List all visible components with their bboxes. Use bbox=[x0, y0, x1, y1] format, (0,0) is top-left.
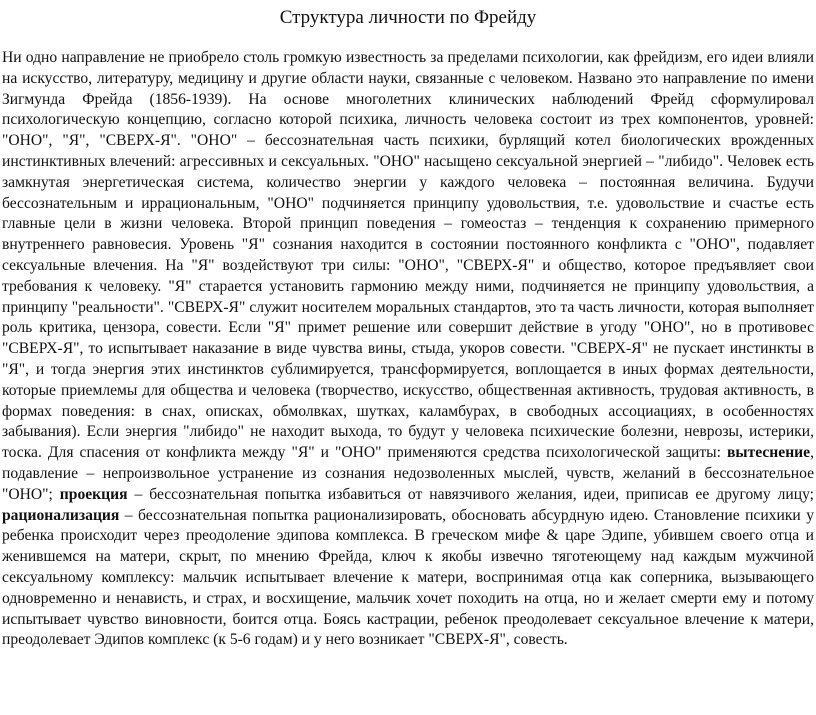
text-segment-conclusion: – бессознательная попытка рационализировать, обосновать абсурдную идею. Становление психики у ребенка происходит через преодоление эдипова комплекса. В греческом мифе & царе Эдипе, убившем своего отца и женившемся на матери, скрыт, по мнению Фрейда, ключ к якобы извечно тяготеющему над каждым мужчиной сексуальному комплексу: мальчик испытывает влечение к матери, воспринимая отца как соперника, вызывающего одновременно и ненависть, и страх, и восхищение, мальчик хочет походить на отца, но и желает смерти ему и потому испытывает чувство виновности, боится отца. Боясь кастрации, ребенок преодолевает сексуальное влечение к матери, преодолевает Эдипов комплекс (к 5-6 годам) и у него возникает "СВЕРХ-Я", совесть. bbox=[2, 506, 814, 649]
term-projection: проекция bbox=[59, 485, 128, 503]
page-title: Структура личности по Фрейду bbox=[279, 7, 537, 28]
term-rationalization: рационализация bbox=[2, 506, 120, 524]
text-segment-intro: Ни одно направление не приобрело столь громкую известность за пределами психологии, как фрейдизм, его идеи влияли на искусство, литературу, медицину и другие области науки, связанные с человеком. Названо это направление по имени Зигмунда Фрейда (1856-1939). На основе многолетних клинических наблюдений Фрейд сформулировал психологическую концепцию, согласно которой психика, личность человека состоит из трех компонентов, уровней: "ОНО", "Я", "СВЕРХ-Я". "ОНО" – бессознательная часть психики, бурлящий котел биологических врожденных инстинктивных влечений: агрессивных и сексуальных. "ОНО" насыщено сексуальной энергией – "либидо". Человек есть замкнутая энергетическая система, количество энергии у каждого человека – постоянная величина. Будучи бессознательным и иррациональным, "ОНО" подчиняется принципу удовольствия, т.е. удовольствие и счастье есть главные цели в жизни человека. Второй принцип поведения – гомеостаз – тенденция к сохранению примерного внутреннего равновесия. Уровень "Я" сознания находится в состоянии постоянного конфликта с "ОНО", подавляет сексуальные влечения. На "Я" воздействуют три силы: "ОНО", "СВЕРХ-Я" и общество, которое предъявляет свои требования к человеку. "Я" старается установить гармонию между ними, подчиняется не принципу удовольствия, а принципу "реальности". "СВЕРХ-Я" служит носителем моральных стандартов, это та часть личности, которая выполняет роль критика, цензора, совести. Если "Я" примет решение или совершит действие в угоду "ОНО", но в противовес "СВЕРХ-Я", то испытывает наказание в виде чувства вины, стыда, укоров совести. "СВЕРХ-Я" не пускает инстинкты в "Я", и тогда энергия этих инстинктов сублимируется, трансформируется, воплощается в иных формах деятельности, которые приемлемы для общества и человека (творчество, искусство, общественная активность, трудовая активность, в формах поведения: в снах, описках, обмолвках, шутках, каламбурах, в свободных ассоциациях, в особенностях забывания). Если энергия "либидо" не находит выхода, то будут у человека психические болезни, неврозы, истерики, тоска. Для спасения от конфликта между "Я" и "ОНО" применяются средства психологической защиты: bbox=[2, 49, 814, 462]
term-repression: вытеснение bbox=[727, 444, 811, 462]
text-segment-projection-def: – бессознательная попытка избавиться от навязчивого желания, идеи, приписав ее другому лицу; bbox=[127, 485, 814, 503]
body-paragraph bbox=[2, 48, 814, 651]
text-segment-repression-def: , подавление – непроизвольное устранение из сознания недозволенных мыслей, чувств, желаний в бессознательное "ОНО"; bbox=[2, 444, 814, 503]
